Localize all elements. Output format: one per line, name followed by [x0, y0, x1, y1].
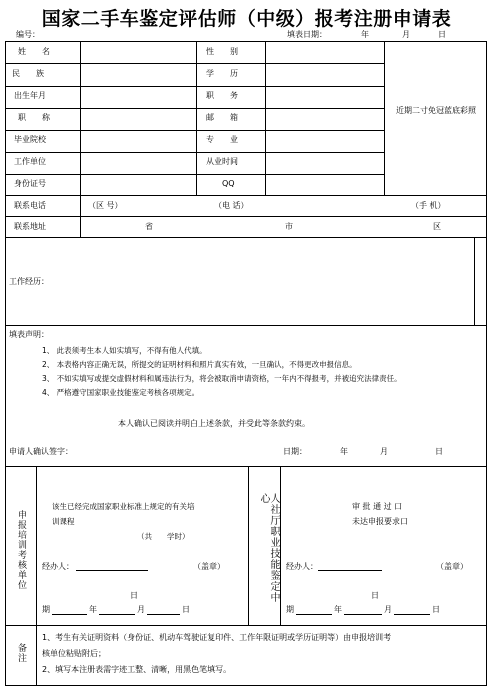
qq-field[interactable]	[266, 175, 383, 195]
qq-label: QQ	[222, 179, 235, 188]
name-field[interactable]	[81, 42, 195, 63]
ethnicity-field[interactable]	[81, 64, 195, 86]
position-field[interactable]	[266, 87, 383, 108]
title-label: 职 称	[18, 113, 50, 122]
position-label: 职 务	[206, 91, 238, 100]
id-number-field[interactable]	[81, 175, 195, 195]
school-field[interactable]	[81, 131, 195, 152]
work-time-field[interactable]	[266, 153, 383, 174]
employer-field[interactable]	[81, 153, 195, 174]
school-label: 毕业院校	[14, 135, 46, 144]
address-province: 省	[145, 222, 153, 231]
training-line-2: 训课程	[52, 517, 75, 526]
declaration-item: 1、 此表须考生本人如实填写，不得有他人代填。	[42, 346, 207, 355]
training-date-day-label: 日	[130, 591, 138, 600]
training-month: 月	[137, 605, 145, 614]
gender-field[interactable]	[266, 42, 383, 63]
notes-line-2: 核单位粘贴附后；	[42, 649, 106, 658]
training-day: 日	[182, 605, 190, 614]
mobile-label: （手 机）	[411, 201, 446, 210]
approve-option[interactable]: 审 批 通 过 口	[352, 502, 403, 511]
ethnicity-label: 民 族	[12, 69, 44, 78]
major-label: 专 业	[206, 135, 238, 144]
appraisal-day: 日	[432, 605, 440, 614]
notes-label: 备注	[16, 643, 26, 663]
appraisal-date-day-label: 日	[371, 591, 379, 600]
gender-label: 性 别	[206, 47, 238, 56]
notes-line-3: 2、填写本注册表需字迹工整、清晰，用黑色笔填写。	[42, 665, 232, 674]
appraisal-seal: （盖章）	[436, 562, 468, 571]
photo-instruction: 近期二寸免冠蓝底彩照	[396, 106, 476, 115]
appraisal-period: 期	[286, 605, 294, 614]
title-field[interactable]	[81, 109, 195, 130]
work-history-field[interactable]	[60, 238, 473, 325]
area-code-label: （区 号）	[88, 201, 123, 210]
declaration-item: 2、 本表格内容正确无误，所提交的证明材料和照片真实有效，一旦确认，不得更改申报信息。	[42, 360, 357, 369]
training-period: 期	[42, 605, 50, 614]
declaration-date-label: 日期：	[283, 447, 307, 456]
id-number-label: 身份证号	[14, 179, 46, 188]
phone-label: （电 话）	[214, 201, 249, 210]
address-label: 联系地址	[14, 222, 46, 231]
address-city: 市	[285, 222, 293, 231]
training-handler-label: 经办人：	[42, 562, 74, 571]
training-year: 年	[89, 605, 97, 614]
education-label: 学 历	[206, 69, 238, 78]
fill-date-month: 月	[402, 30, 410, 39]
fill-date-label: 填表日期：	[287, 30, 327, 39]
birth-field[interactable]	[81, 87, 195, 108]
address-district: 区	[433, 222, 441, 231]
postcode-label: 邮 箱	[206, 113, 238, 122]
appraisal-month: 月	[384, 605, 392, 614]
signature-label: 申请人确认签字：	[9, 447, 73, 456]
declaration-item: 3、 不如实填写或提交虚假材料和属违法行为，将会被取消申请资格，一年内不得报考，并被追究法律责任。	[42, 374, 402, 383]
employer-label: 工作单位	[14, 157, 46, 166]
page-title: 国家二手车鉴定评估师（中级）报考注册申请表	[41, 8, 452, 30]
contact-phone-label: 联系电话	[14, 201, 46, 210]
declaration-confirm: 本人确认已阅读并明白上述条款，并受此等条款约束。	[118, 419, 310, 428]
not-meet-option[interactable]: 未达申报要求口	[352, 517, 408, 526]
declaration-item: 4、 严格遵守国家职业技能鉴定考核各项规定。	[42, 388, 200, 397]
appraisal-year: 年	[334, 605, 342, 614]
fill-date-day: 日	[438, 30, 446, 39]
birth-label: 出生年月	[14, 91, 46, 100]
contact-phone-field[interactable]	[81, 196, 486, 216]
training-seal: （盖章）	[193, 562, 225, 571]
number-label: 编号：	[16, 30, 40, 39]
appraisal-handler-label: 经办人：	[286, 562, 318, 571]
declaration-month: 月	[380, 447, 388, 456]
appraisal-center-side-label: 人社厅职业技能鉴定中心	[258, 493, 279, 603]
declaration-day: 日	[435, 447, 443, 456]
declaration-heading: 填表声明：	[9, 330, 49, 339]
education-field[interactable]	[266, 64, 383, 86]
postcode-field[interactable]	[266, 109, 383, 130]
training-hours: （共 学时）	[137, 532, 190, 541]
fill-date-year: 年	[361, 30, 369, 39]
name-label: 姓 名	[18, 47, 50, 56]
work-time-label: 从业时间	[206, 157, 238, 166]
declaration-year: 年	[340, 447, 348, 456]
signature-field[interactable]	[80, 440, 270, 460]
training-line-1: 该生已经完成国家职业标准上规定的有关培	[52, 502, 195, 511]
training-unit-side-label: 申报培训考核单位	[16, 510, 26, 590]
major-field[interactable]	[266, 131, 383, 152]
address-field[interactable]	[81, 217, 486, 237]
photo-box[interactable]	[385, 42, 485, 195]
work-history-label: 工作经历：	[9, 277, 49, 286]
notes-line-1: 1、考生有关证明资料（身份证、机动车驾驶证复印件、工作年限证明或学历证明等）由申报培训考	[42, 633, 392, 642]
